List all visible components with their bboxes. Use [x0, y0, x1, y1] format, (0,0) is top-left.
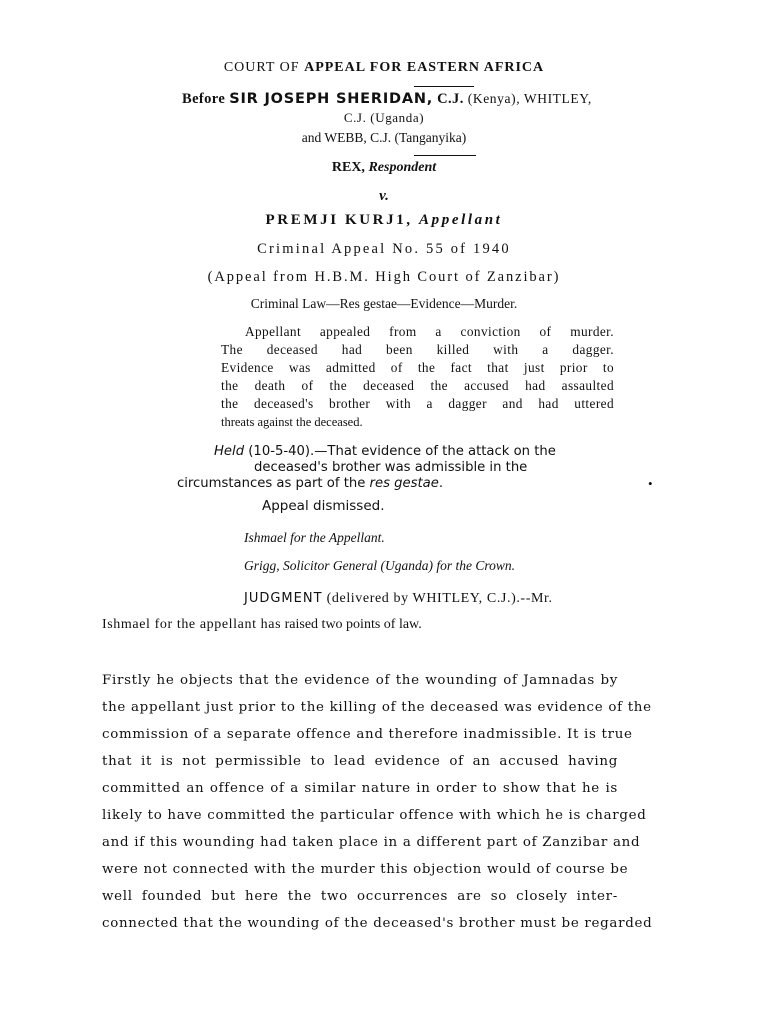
appeal-result: Appeal dismissed.: [262, 498, 385, 514]
judgment-line-2b: raised two points of law.: [284, 617, 422, 632]
held-line-2: deceased's brother was admissible in the: [254, 460, 528, 475]
paragraph-line: that it is not permissible to lead evidence of an accused having: [102, 754, 618, 769]
headnote-line: threats against the deceased.: [221, 415, 363, 429]
held-label: Held: [214, 444, 245, 459]
paragraph-line: connected that the wounding of the deceased's brother must be regarded: [102, 916, 653, 931]
judge-sheridan: SIR JOSEPH SHERIDAN,: [229, 91, 434, 107]
headnote: [221, 323, 614, 431]
title-rule: [414, 86, 474, 87]
case-subject: Criminal Law—Res gestae—Evidence—Murder.: [250, 296, 518, 311]
judgment-line-2a: Ishmael for the appellant has: [102, 617, 282, 632]
headnote-line: Evidence was admitted of the fact that just prior to: [221, 360, 614, 375]
paragraph-line: committed an offence of a similar nature in order to show that he is: [102, 781, 618, 796]
held-text-3: circumstances as part of the: [177, 476, 366, 491]
paragraph-line: the appellant just prior to the killing of the deceased was evidence of the: [102, 700, 652, 715]
held-line-3: circumstances as part of the res gestae.: [177, 476, 444, 491]
court-prefix: COURT OF: [223, 60, 300, 75]
headnote-line: Appellant appealed from a conviction of murder.: [245, 324, 614, 339]
before-label: Before: [182, 91, 226, 107]
respondent-name: REX,: [331, 160, 365, 175]
paragraph-line: were not connected with the murder this objection would of course be: [102, 862, 629, 877]
headnote-line: The deceased had been killed with a dagger.: [221, 342, 614, 357]
judge-sheridan-court: (Kenya), WHITLEY,: [467, 91, 592, 106]
court-name: APPEAL FOR EASTERN AFRICA: [304, 60, 545, 75]
bench-line-1: [182, 91, 592, 108]
paragraph-line: likely to have committed the particular offence with which he is charged: [102, 808, 647, 823]
bench-line-2: C.J. (Uganda): [343, 110, 425, 125]
respondent-role: Respondent: [368, 160, 437, 175]
held-line-1: [214, 444, 556, 459]
headnote-line: the deceased's brother with a dagger and had uttered: [221, 396, 614, 411]
paragraph-line: and if this wounding had taken place in a different part of Zanzibar and: [102, 835, 641, 850]
versus: v.: [379, 188, 389, 204]
judgment-line-2: [102, 617, 422, 633]
headnote-line: the death of the deceased the accused had assaulted: [221, 378, 614, 393]
judgment-attribution: (delivered by WHITLEY, C.J.).--Mr.: [326, 591, 553, 606]
judgment-heading: [244, 591, 553, 607]
bullet: •: [648, 476, 653, 491]
respondent-line: [0, 160, 768, 176]
appellant-role: Appellant: [419, 212, 503, 228]
judge-sheridan-title: C.J.: [437, 91, 464, 107]
counsel-appellant: Ishmael for the Appellant.: [244, 530, 385, 545]
appellant-line: [0, 212, 768, 229]
judgment-paragraph: [102, 667, 653, 937]
judgment-word: JUDGMENT: [244, 591, 323, 606]
held-text-1: (10-5-40).—That evidence of the attack on the: [248, 444, 556, 459]
paragraph-line: Firstly he objects that the evidence of the wounding of Jamnadas by: [102, 673, 618, 688]
case-origin: (Appeal from H.B.M. High Court of Zanzibar): [207, 269, 561, 285]
counsel-crown: Grigg, Solicitor General (Uganda) for the Crown.: [244, 558, 515, 573]
paragraph-line: well founded but here the two occurrences are so closely inter-: [102, 889, 618, 904]
bench-rule: [414, 155, 476, 156]
case-number: Criminal Appeal No. 55 of 1940: [257, 241, 511, 257]
bench-line-3: and WEBB, C.J. (Tanganyika): [301, 130, 467, 145]
court-title: [0, 60, 768, 76]
appellant-name: PREMJI KURJ1,: [265, 212, 413, 228]
res-gestae: res gestae: [369, 476, 439, 491]
paragraph-line: commission of a separate offence and therefore inadmissible. It is true: [102, 727, 633, 742]
